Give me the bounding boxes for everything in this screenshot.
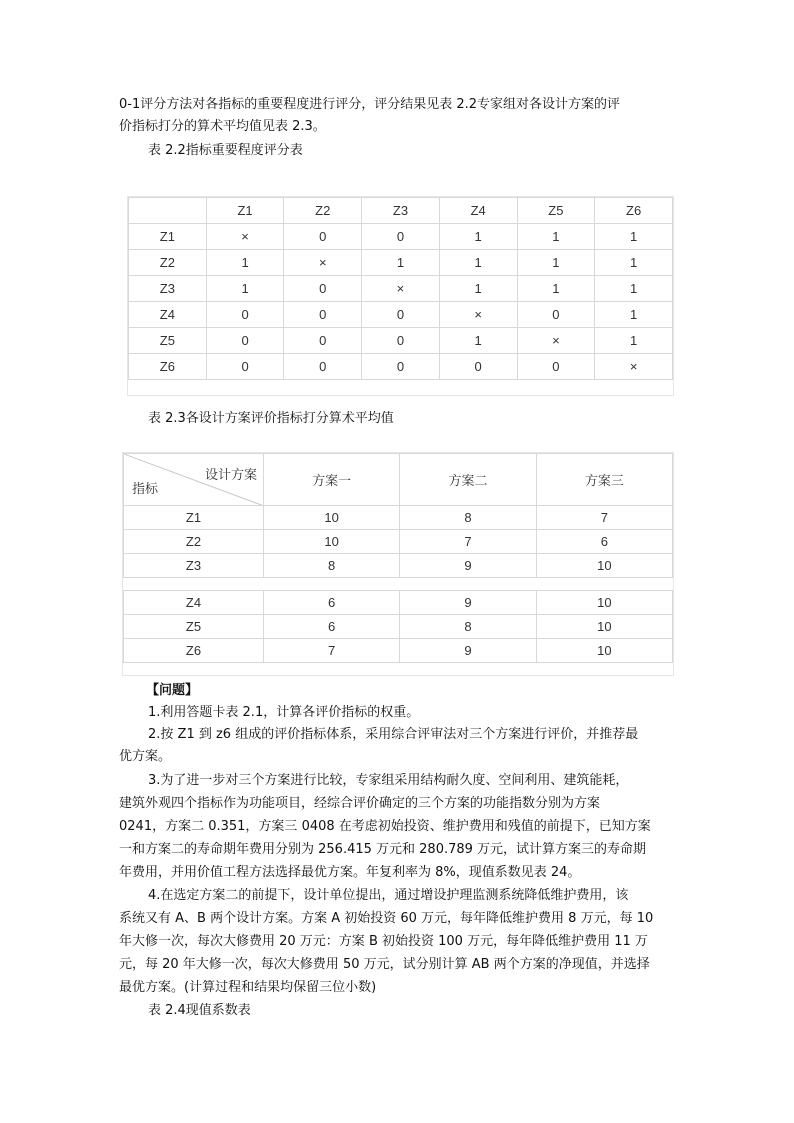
table-cell: 6 — [264, 615, 400, 639]
table-cell: 10 — [536, 554, 672, 578]
table-cell: 9 — [400, 554, 536, 578]
table-cell: 1 — [439, 224, 517, 250]
header-cell: Z4 — [439, 198, 517, 224]
diagonal-header-cell — [124, 454, 264, 506]
table-cell: 0 — [206, 354, 284, 380]
table-row — [129, 276, 673, 302]
question-3-line-1: 3.为了进一步对三个方案进行比较，专家组采用结构耐久度、空间利用、建筑能耗， — [148, 773, 629, 788]
question-3-line-4: 一和方案二的寿命期年费用分别为 256.415 万元和 280.789 万元，试计算方案三的寿命期 — [119, 842, 647, 857]
header-cell: Z3 — [362, 198, 440, 224]
table-row — [124, 591, 673, 615]
table-cell: 1 — [206, 276, 284, 302]
row-label: Z4 — [124, 591, 264, 615]
header-cell: 方案三 — [536, 454, 672, 506]
table-cell: 10 — [264, 530, 400, 554]
question-4-line-5: 最优方案。(计算过程和结果均保留三位小数) — [119, 980, 377, 995]
table-cell: 1 — [517, 224, 595, 250]
row-label: Z4 — [129, 302, 207, 328]
corner-label-indicator: 指标 — [132, 481, 159, 496]
table-cell: 0 — [362, 328, 440, 354]
header-cell: 方案一 — [264, 454, 400, 506]
table-cell: 1 — [595, 328, 673, 354]
intro-line-2: 价指标打分的算术平均值见表 2.3。 — [119, 119, 326, 134]
table-cell: 8 — [400, 506, 536, 530]
row-label: Z5 — [124, 615, 264, 639]
table-cell: 0 — [284, 224, 362, 250]
table-cell: 0 — [517, 354, 595, 380]
table23-caption: 表 2.3各设计方案评价指标打分算术平均值 — [148, 411, 394, 426]
row-label: Z2 — [124, 530, 264, 554]
question-4-line-4: 元，每 20 年大修一次，每次大修费用 50 万元，试分别计算 AB 两个方案的净现值，并选择 — [119, 957, 650, 972]
table-header-row — [129, 198, 673, 224]
table-gap-row — [124, 578, 673, 591]
table-cell: 1 — [595, 224, 673, 250]
row-label: Z5 — [129, 328, 207, 354]
table-row — [124, 506, 673, 530]
row-label: Z3 — [124, 554, 264, 578]
table-cell: × — [439, 302, 517, 328]
table-cell: 1 — [439, 250, 517, 276]
table-cell: 1 — [517, 276, 595, 302]
table-cell: 10 — [536, 639, 672, 663]
table-cell: 6 — [264, 591, 400, 615]
corner-label-scheme: 设计方案 — [204, 467, 257, 482]
table-cell: 0 — [362, 224, 440, 250]
table-header-row — [124, 454, 673, 506]
table-cell: 1 — [439, 276, 517, 302]
table-row — [124, 639, 673, 663]
table-cell: × — [362, 276, 440, 302]
table-cell: 1 — [517, 250, 595, 276]
table-cell: 8 — [264, 554, 400, 578]
row-label: Z6 — [129, 354, 207, 380]
table-cell: 9 — [400, 639, 536, 663]
table-cell: 0 — [206, 328, 284, 354]
table-cell: 7 — [400, 530, 536, 554]
row-label: Z1 — [129, 224, 207, 250]
row-label: Z1 — [124, 506, 264, 530]
question-2-line-2: 优方案。 — [119, 749, 172, 764]
table-cell: 7 — [536, 506, 672, 530]
question-4-line-3: 年大修一次，每次大修费用 20 万元：方案 B 初始投资 100 万元，每年降低维护费用 11 万 — [119, 934, 648, 949]
table-cell: 8 — [400, 615, 536, 639]
table-cell: × — [284, 250, 362, 276]
header-cell: Z6 — [595, 198, 673, 224]
table-cell: 10 — [536, 591, 672, 615]
table-cell: 6 — [536, 530, 672, 554]
table-row — [129, 224, 673, 250]
questions-heading: 【问题】 — [146, 683, 199, 698]
table-row — [129, 302, 673, 328]
question-4-line-2: 系统又有 A、B 两个设计方案。方案 A 初始投资 60 万元，每年降低维护费用 8 万元，每 10 — [119, 911, 654, 926]
table-cell: 0 — [517, 302, 595, 328]
table-cell: 10 — [264, 506, 400, 530]
importance-score-table — [127, 196, 674, 396]
row-label: Z3 — [129, 276, 207, 302]
table-cell: 10 — [536, 615, 672, 639]
table-cell: 0 — [362, 354, 440, 380]
table-cell: × — [595, 354, 673, 380]
table22-caption: 表 2.2指标重要程度评分表 — [148, 143, 303, 158]
table-row — [129, 250, 673, 276]
table-row — [129, 328, 673, 354]
intro-line-1: 0-1评分方法对各指标的重要程度进行评分，评分结果见表 2.2专家组对各设计方案的评 — [119, 97, 621, 112]
scheme-score-table — [122, 452, 674, 676]
question-4-line-1: 4.在选定方案二的前提下，设计单位提出，通过增设护理监测系统降低维护费用，该 — [148, 888, 629, 903]
table-cell: 1 — [595, 302, 673, 328]
header-cell: 方案二 — [400, 454, 536, 506]
table-cell: 0 — [284, 354, 362, 380]
table24-caption: 表 2.4现值系数表 — [148, 1003, 251, 1018]
table-cell: 0 — [206, 302, 284, 328]
table-cell: 1 — [595, 250, 673, 276]
table-cell: 0 — [284, 328, 362, 354]
header-cell: Z1 — [206, 198, 284, 224]
table-cell: 0 — [284, 302, 362, 328]
table-row — [124, 554, 673, 578]
table-cell: × — [206, 224, 284, 250]
table-cell: 1 — [362, 250, 440, 276]
table-cell: 7 — [264, 639, 400, 663]
table-cell: 1 — [206, 250, 284, 276]
table-row — [124, 530, 673, 554]
question-3-line-5: 年费用，并用价值工程方法选择最优方案。年复利率为 8%，现值系数见表 24。 — [119, 865, 581, 880]
table-row — [124, 615, 673, 639]
header-cell: Z5 — [517, 198, 595, 224]
question-3-line-2: 建筑外观四个指标作为功能项目，经综合评价确定的三个方案的功能指数分别为方案 — [119, 796, 601, 811]
table-cell: 1 — [439, 328, 517, 354]
header-cell — [129, 198, 207, 224]
table-row — [129, 354, 673, 380]
table-cell: 1 — [595, 276, 673, 302]
question-1: 1.利用答题卡表 2.1，计算各评价指标的权重。 — [148, 705, 420, 720]
table-cell: × — [517, 328, 595, 354]
table-cell: 9 — [400, 591, 536, 615]
row-label: Z2 — [129, 250, 207, 276]
header-cell: Z2 — [284, 198, 362, 224]
table-cell: 0 — [362, 302, 440, 328]
table-cell: 0 — [439, 354, 517, 380]
row-label: Z6 — [124, 639, 264, 663]
question-2-line-1: 2.按 Z1 到 z6 组成的评价指标体系，采用综合评审法对三个方案进行评价，并推荐最 — [148, 727, 639, 742]
table-cell: 0 — [284, 276, 362, 302]
question-3-line-3: 0241，方案二 0.351，方案三 0408 在考虑初始投资、维护费用和残值的前提下，已知方案 — [119, 819, 651, 834]
